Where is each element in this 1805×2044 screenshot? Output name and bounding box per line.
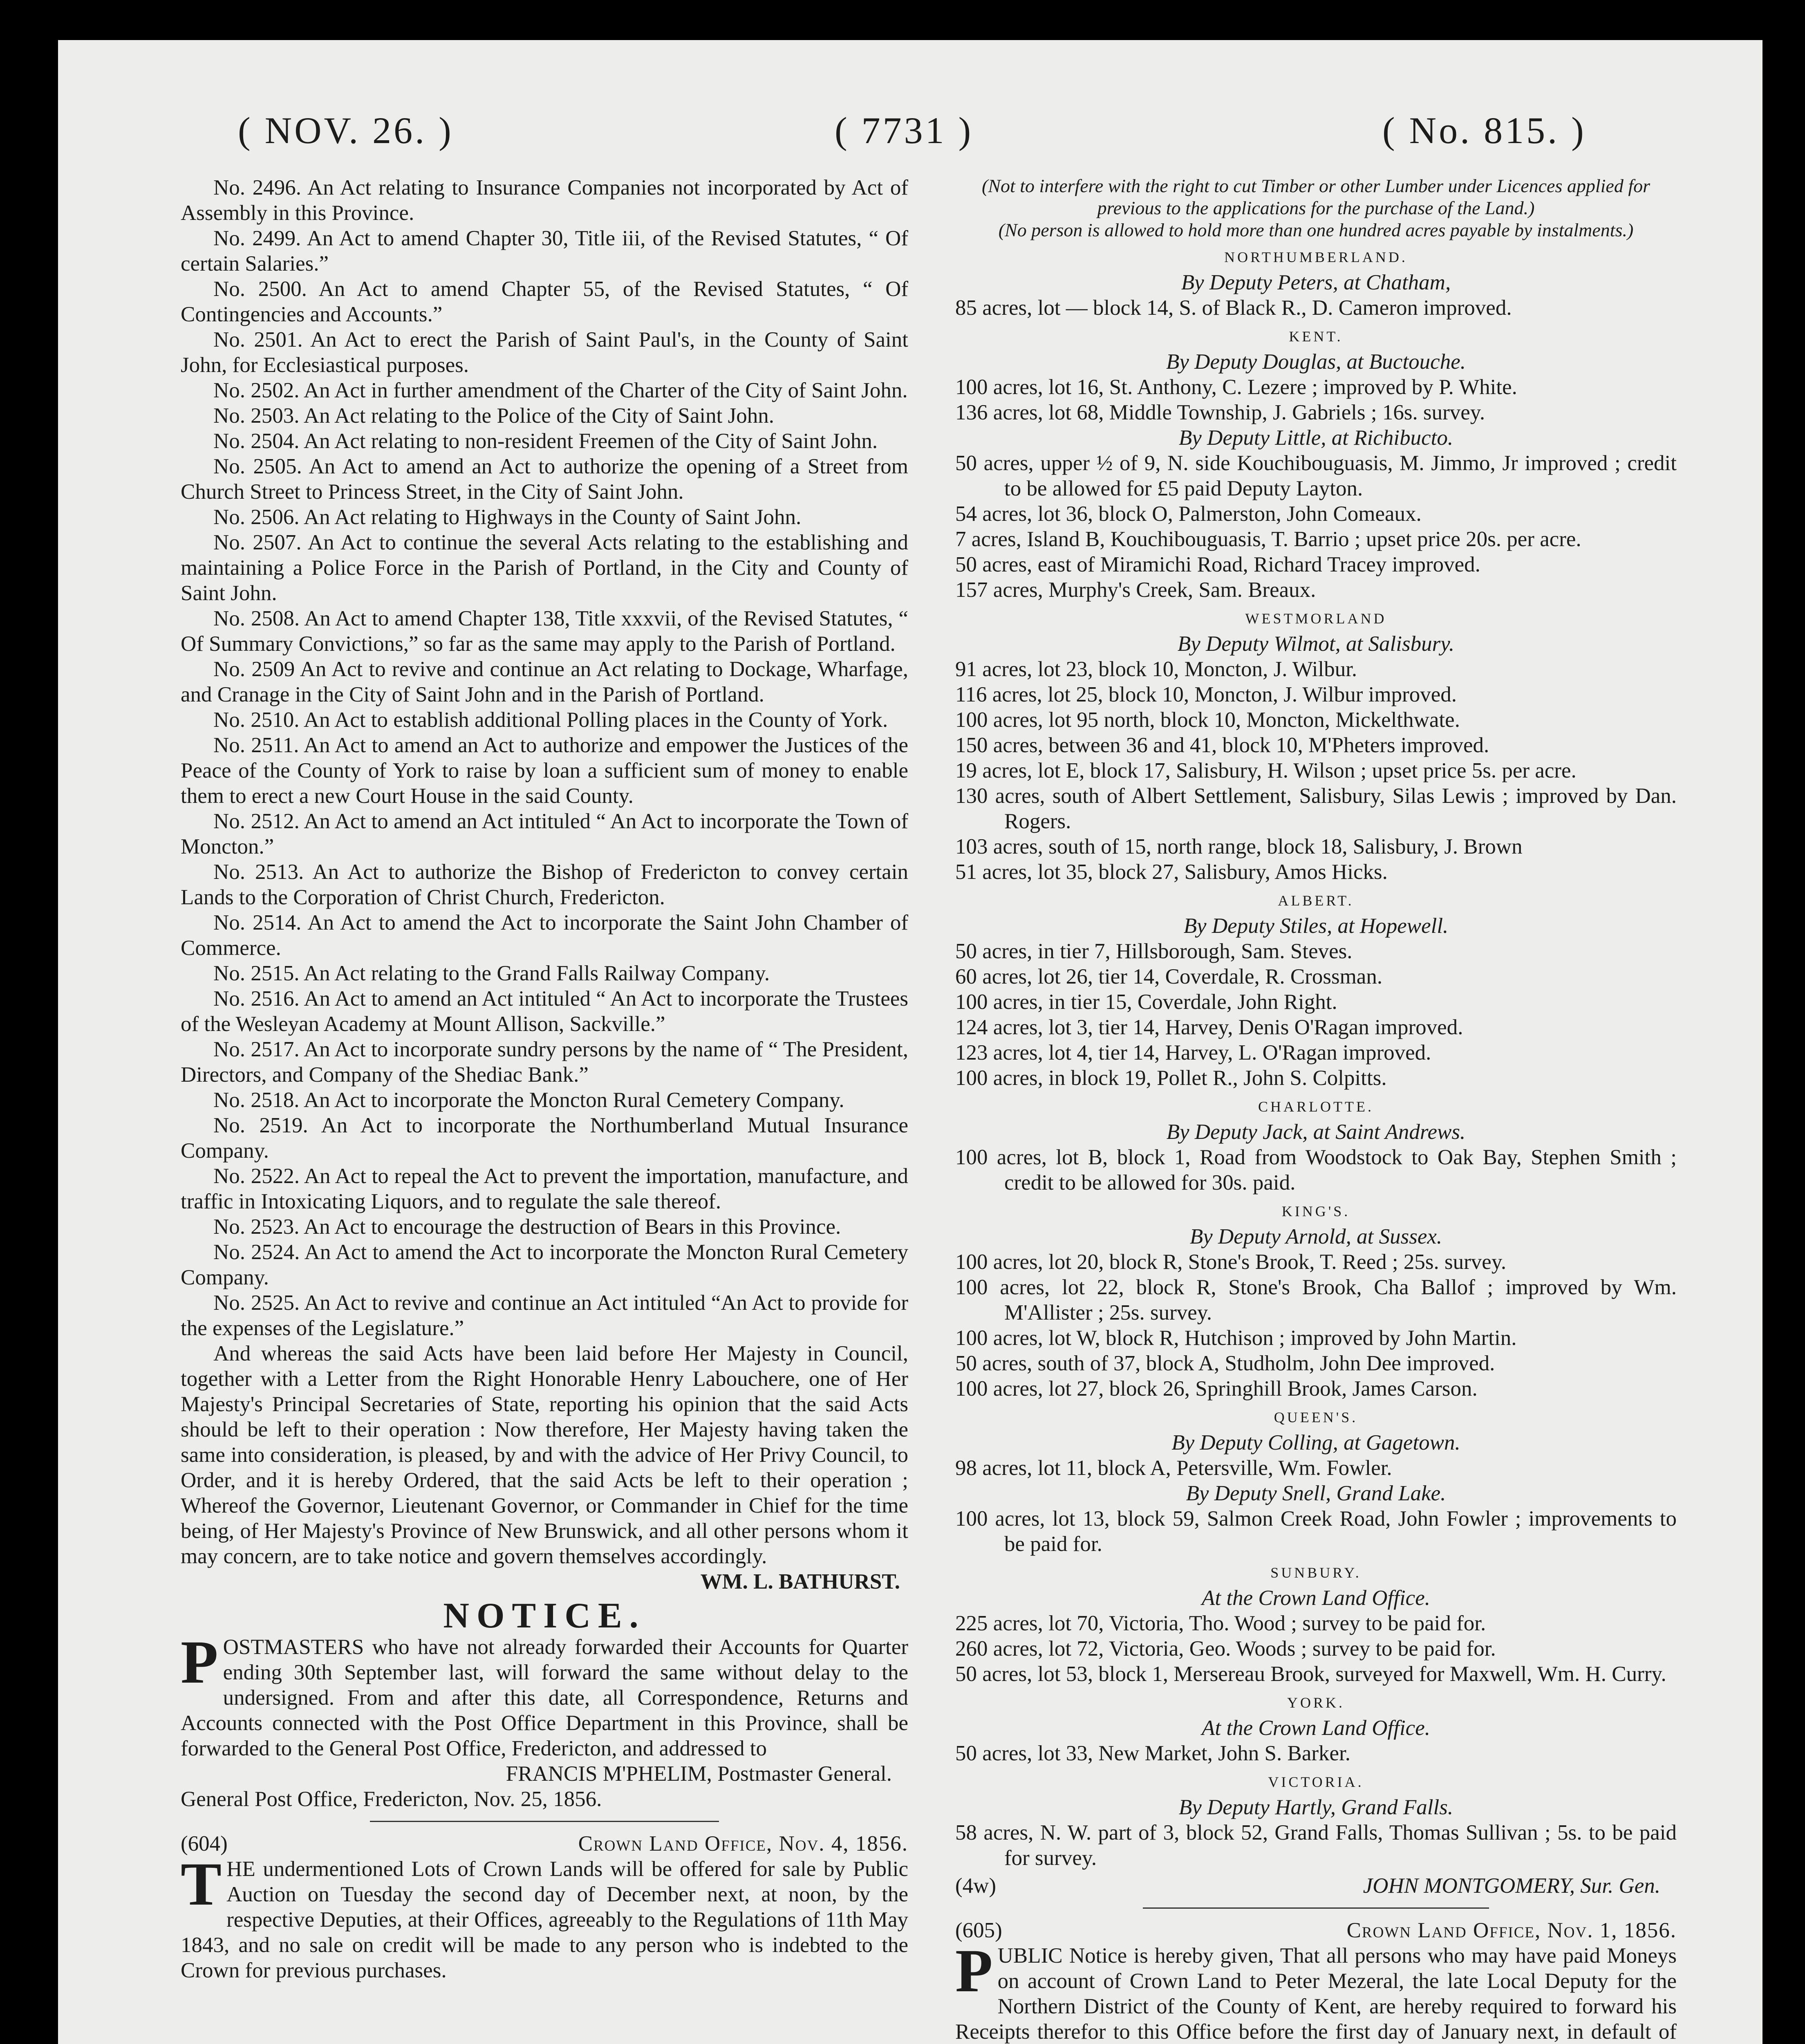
act-item: No. 2496. An Act relating to Insurance Companies not incorporated by Act of Assembly in this Province. xyxy=(181,176,908,225)
header-date: ( NOV. 26. ) xyxy=(238,110,454,151)
county-heading: QUEEN'S. xyxy=(1274,1409,1358,1425)
act-item: No. 2514. An Act to amend the Act to incorporate the Saint John Chamber of Commerce. xyxy=(181,911,908,960)
divider xyxy=(370,1821,719,1822)
lot-entry: 7 acres, Island B, Kouchibouguasis, T. Barrio ; upset price 20s. per acre. xyxy=(955,527,1581,551)
whereas-paragraph: And whereas the said Acts have been laid before Her Majesty in Council, together with a Letter from the Right Honorable Henry Labouchere, one of Her Majesty's Principal Secretaries of State, reporting his opinion that the said Acts should be left to their operation : Now therefore, Her Majesty having taken the same into consideration, is pleased, by and with the advice of Her Privy Council, to Order, and it is hereby Ordered, that the said Acts be left to their operation ; Whereof the Governor, Lieutenant Governor, or Commander in Chief for the time being, of Her Majesty's Province of New Brunswick, and all other persons whom it may concern, are to take notice and govern themselves accordingly. xyxy=(181,1342,908,1568)
lot-entry: 91 acres, lot 23, block 10, Moncton, J. Wilbur. xyxy=(955,657,1357,681)
act-item: No. 2504. An Act relating to non-resident Freemen of the City of Saint John. xyxy=(213,429,878,453)
notice-605-number: (605) xyxy=(955,1918,1002,1942)
acts-list xyxy=(181,175,908,1341)
lot-entry: 100 acres, lot 95 north, block 10, Moncton, Mickelthwate. xyxy=(955,708,1460,732)
act-item: No. 2523. An Act to encourage the destruction of Bears in this Province. xyxy=(213,1215,841,1239)
lands-note-1: (Not to interfere with the right to cut Timber or other Lumber under Licences applied for previous to the applications for the purchase of the Land.) xyxy=(981,175,1650,218)
lot-entry: 100 acres, lot W, block R, Hutchison ; improved by John Martin. xyxy=(955,1326,1517,1350)
lot-entry: 100 acres, lot 13, block 59, Salmon Creek Road, John Fowler ; improvements to be paid for. xyxy=(955,1507,1677,1556)
lot-entry: 50 acres, lot 33, New Market, John S. Barker. xyxy=(955,1741,1351,1765)
act-item: No. 2517. An Act to incorporate sundry persons by the name of “ The President, Directors, and Company of the Shediac Bank.” xyxy=(181,1038,908,1087)
act-item: No. 2513. An Act to authorize the Bishop of Fredericton to convey certain Lands to the Corporation of Christ Church, Fredericton. xyxy=(181,860,908,909)
lot-entry: 50 acres, in tier 7, Hillsborough, Sam. Steves. xyxy=(955,939,1353,963)
county-heading: ALBERT. xyxy=(1278,892,1354,909)
notice-604-body: HE undermentioned Lots of Crown Lands will be offered for sale by Public Auction on Tuesday the second day of December next, at noon, by the respective Deputies, at their Offices, agreeably to the Regulations of 11th May 1843, and no sale on credit will be made to any person who is indebted to the Crown for previous purchases. xyxy=(181,1857,908,1982)
notice-604-number: (604) xyxy=(181,1832,228,1856)
lot-entry: 51 acres, lot 35, block 27, Salisbury, Amos Hicks. xyxy=(955,860,1388,884)
deputy-line: By Deputy Wilmot, at Salisbury. xyxy=(1177,632,1455,656)
lot-entry: 100 acres, lot 22, block R, Stone's Brook, Cha Ballof ; improved by Wm. M'Allister ; 25s. survey. xyxy=(955,1275,1677,1325)
lands-signature-row xyxy=(955,1873,1677,1898)
county-heading: WESTMORLAND xyxy=(1245,610,1387,627)
lot-entry: 103 acres, south of 15, north range, block 18, Salisbury, J. Brown xyxy=(955,835,1523,858)
notice-605-header xyxy=(955,1918,1677,1943)
lands-note-2: (No person is allowed to hold more than one hundred acres payable by instalments.) xyxy=(998,220,1634,240)
act-item: No. 2501. An Act to erect the Parish of Saint Paul's, in the County of Saint John, for Ecclesiastical purposes. xyxy=(181,328,908,377)
notice-604 xyxy=(181,1850,908,1983)
act-item: No. 2518. An Act to incorporate the Moncton Rural Cemetery Company. xyxy=(213,1088,844,1112)
lot-entry: 130 acres, south of Albert Settlement, Salisbury, Silas Lewis ; improved by Dan. Rogers. xyxy=(955,784,1677,833)
act-item: No. 2525. An Act to revive and continue an Act intituled “An Act to provide for the expenses of the Legislature.” xyxy=(181,1291,908,1340)
lot-entry: 123 acres, lot 4, tier 14, Harvey, L. O'Ragan improved. xyxy=(955,1041,1431,1065)
lot-entry: 54 acres, lot 36, block O, Palmerston, John Comeaux. xyxy=(955,502,1422,526)
lot-entry: 19 acres, lot E, block 17, Salisbury, H. Wilson ; upset price 5s. per acre. xyxy=(955,759,1577,782)
notice-604-drop-cap: T xyxy=(181,1850,222,1918)
act-item: No. 2510. An Act to establish additional Polling places in the County of York. xyxy=(213,708,888,732)
deputy-line: By Deputy Hartly, Grand Falls. xyxy=(1178,1795,1453,1819)
notice-605-drop-cap: P xyxy=(955,1937,993,2005)
notice-605-body: UBLIC Notice is hereby given, That all persons who may have paid Moneys on account of Crown Land to Peter Mezeral, the late Local Deputy for the Northern District of the County of Kent, are hereby required to forward his Receipts therefor to this Office before the first day of January next, in default of xyxy=(955,1944,1677,2044)
lot-entry: 60 acres, lot 26, tier 14, Coverdale, R. Crossman. xyxy=(955,965,1383,988)
lot-entry: 58 acres, N. W. part of 3, block 52, Grand Falls, Thomas Sullivan ; 5s. to be paid for survey. xyxy=(955,1821,1677,1870)
act-item: No. 2509 An Act to revive and continue an Act relating to Dockage, Wharfage, and Cranage in the City of Saint John and in the Parish of Portland. xyxy=(181,657,908,706)
deputy-line: By Deputy Peters, at Chatham, xyxy=(1181,271,1451,294)
act-item: No. 2515. An Act relating to the Grand Falls Railway Company. xyxy=(213,961,770,985)
county-heading: VICTORIA. xyxy=(1268,1774,1364,1790)
divider xyxy=(1143,1907,1489,1909)
act-item: No. 2512. An Act to amend an Act intituled “ An Act to incorporate the Town of Moncton.” xyxy=(181,809,908,858)
notice-signature: FRANCIS M'PHELIM, Postmaster General. xyxy=(506,1762,892,1786)
header-issue-number: ( No. 815. ) xyxy=(1382,110,1586,151)
county-heading: YORK. xyxy=(1287,1694,1345,1711)
notice-title: NOTICE. xyxy=(443,1596,646,1636)
deputy-line: By Deputy Jack, at Saint Andrews. xyxy=(1166,1120,1466,1144)
notice-604-office: Crown Land Office, Nov. 4, 1856. xyxy=(578,1832,908,1856)
lot-entry: 100 acres, lot B, block 1, Road from Woodstock to Oak Bay, Stephen Smith ; credit to be allowed for 30s. paid. xyxy=(955,1145,1677,1195)
county-heading: SUNBURY. xyxy=(1270,1564,1362,1581)
lot-entry: 116 acres, lot 25, block 10, Moncton, J. Wilbur improved. xyxy=(955,683,1457,706)
deputy-line: At the Crown Land Office. xyxy=(1202,1586,1430,1610)
act-item: No. 2500. An Act to amend Chapter 55, of the Revised Statutes, “ Of Contingencies and Accounts.” xyxy=(181,277,908,326)
notice-place-date: General Post Office, Fredericton, Nov. 25, 1856. xyxy=(181,1787,602,1811)
act-item: No. 2505. An Act to amend an Act to authorize the opening of a Street from Church Street to Princess Street, in the City of Saint John. xyxy=(181,455,908,504)
lot-entry: 50 acres, upper ½ of 9, N. side Kouchibouguasis, M. Jimmo, Jr improved ; credit to be allowed for £5 paid Deputy Layton. xyxy=(955,451,1677,500)
left-column xyxy=(181,175,908,1983)
notice-604-header xyxy=(181,1831,908,1856)
deputy-line: By Deputy Arnold, at Sussex. xyxy=(1189,1225,1442,1248)
lot-entry: 225 acres, lot 70, Victoria, Tho. Wood ; survey to be paid for. xyxy=(955,1611,1486,1635)
header-page-number: ( 7731 ) xyxy=(835,110,974,151)
deputy-line: By Deputy Colling, at Gagetown. xyxy=(1171,1431,1460,1455)
lot-entry: 100 acres, lot 20, block R, Stone's Brook, T. Reed ; 25s. survey. xyxy=(955,1250,1507,1274)
lot-entry: 50 acres, lot 53, block 1, Mersereau Brook, surveyed for Maxwell, Wm. H. Curry. xyxy=(955,1662,1666,1686)
deputy-line: By Deputy Snell, Grand Lake. xyxy=(1186,1481,1446,1505)
county-heading: CHARLOTTE. xyxy=(1258,1098,1374,1115)
postmaster-notice xyxy=(181,1628,908,1761)
right-column xyxy=(955,175,1677,2044)
notice-drop-cap: P xyxy=(181,1628,218,1696)
lot-entry: 100 acres, in tier 15, Coverdale, John Right. xyxy=(955,990,1337,1014)
whereas-signature: WM. L. BATHURST. xyxy=(700,1570,900,1594)
act-item: No. 2524. An Act to amend the Act to incorporate the Moncton Rural Cemetery Company. xyxy=(181,1240,908,1289)
lands-signature: JOHN MONTGOMERY, Sur. Gen. xyxy=(1363,1874,1660,1898)
act-item: No. 2503. An Act relating to the Police of the City of Saint John. xyxy=(213,404,774,428)
deputy-line: By Deputy Stiles, at Hopewell. xyxy=(1183,914,1449,938)
newspaper-page xyxy=(58,40,1762,2044)
deputy-line: By Deputy Little, at Richibucto. xyxy=(1178,426,1453,450)
notice-605 xyxy=(955,1937,1677,2044)
lands-tag: (4w) xyxy=(955,1874,997,1898)
act-item: No. 2511. An Act to amend an Act to authorize and empower the Justices of the Peace of the County of York to raise by loan a sufficient sum of money to enable them to erect a new Court House in the said County. xyxy=(181,733,908,808)
crown-lands-list xyxy=(955,244,1677,1871)
lot-entry: 100 acres, lot 27, block 26, Springhill Brook, James Carson. xyxy=(955,1377,1478,1401)
county-heading: KENT. xyxy=(1289,328,1343,345)
lot-entry: 100 acres, lot 16, St. Anthony, C. Lezere ; improved by P. White. xyxy=(955,375,1517,399)
act-item: No. 2506. An Act relating to Highways in the County of Saint John. xyxy=(213,505,802,529)
lot-entry: 50 acres, south of 37, block A, Studholm, John Dee improved. xyxy=(955,1351,1495,1375)
lot-entry: 136 acres, lot 68, Middle Township, J. Gabriels ; 16s. survey. xyxy=(955,401,1485,424)
lot-entry: 85 acres, lot — block 14, S. of Black R., D. Cameron improved. xyxy=(955,296,1512,320)
lot-entry: 260 acres, lot 72, Victoria, Geo. Woods ; survey to be paid for. xyxy=(955,1637,1496,1661)
deputy-line: By Deputy Douglas, at Buctouche. xyxy=(1166,350,1466,374)
lot-entry: 98 acres, lot 11, block A, Petersville, Wm. Fowler. xyxy=(955,1456,1392,1480)
act-item: No. 2507. An Act to continue the several Acts relating to the establishing and maintaining a Police Force in the Parish of Portland, in the City and County of Saint John. xyxy=(181,531,908,605)
act-item: No. 2519. An Act to incorporate the Northumberland Mutual Insurance Company. xyxy=(181,1114,908,1163)
deputy-line: At the Crown Land Office. xyxy=(1202,1716,1430,1740)
act-item: No. 2508. An Act to amend Chapter 138, Title xxxvii, of the Revised Statutes, “ Of Summary Convictions,” so far as the same may apply to the Parish of Portland. xyxy=(181,607,908,656)
act-item: No. 2516. An Act to amend an Act intituled “ An Act to incorporate the Trustees of the Wesleyan Academy at Mount Allison, Sackville.” xyxy=(181,987,908,1036)
lot-entry: 124 acres, lot 3, tier 14, Harvey, Denis O'Ragan improved. xyxy=(955,1015,1463,1039)
lot-entry: 157 acres, Murphy's Creek, Sam. Breaux. xyxy=(955,578,1316,602)
lot-entry: 50 acres, east of Miramichi Road, Richard Tracey improved. xyxy=(955,553,1480,576)
notice-body: OSTMASTERS who have not already forwarded their Accounts for Quarter ending 30th September last, will forward the same without delay to the undersigned. From and after this date, all Correspondence, Returns and Accounts connected with the Post Office Department in this Province, shall be forwarded to the General Post Office, Fredericton, and addressed to xyxy=(181,1635,908,1760)
county-heading: KING'S. xyxy=(1281,1203,1350,1219)
lot-entry: 150 acres, between 36 and 41, block 10, M'Pheters improved. xyxy=(955,733,1489,757)
notice-605-office: Crown Land Office, Nov. 1, 1856. xyxy=(1346,1918,1677,1942)
lot-entry: 100 acres, in block 19, Pollet R., John S. Colpitts. xyxy=(955,1066,1387,1090)
act-item: No. 2502. An Act in further amendment of the Charter of the City of Saint John. xyxy=(213,379,908,402)
act-item: No. 2522. An Act to repeal the Act to prevent the importation, manufacture, and traffic in Intoxicating Liquors, and to regulate the sale thereof. xyxy=(181,1164,908,1213)
act-item: No. 2499. An Act to amend Chapter 30, Title iii, of the Revised Statutes, “ Of certain Salaries.” xyxy=(181,226,908,276)
county-heading: NORTHUMBERLAND. xyxy=(1224,249,1408,265)
